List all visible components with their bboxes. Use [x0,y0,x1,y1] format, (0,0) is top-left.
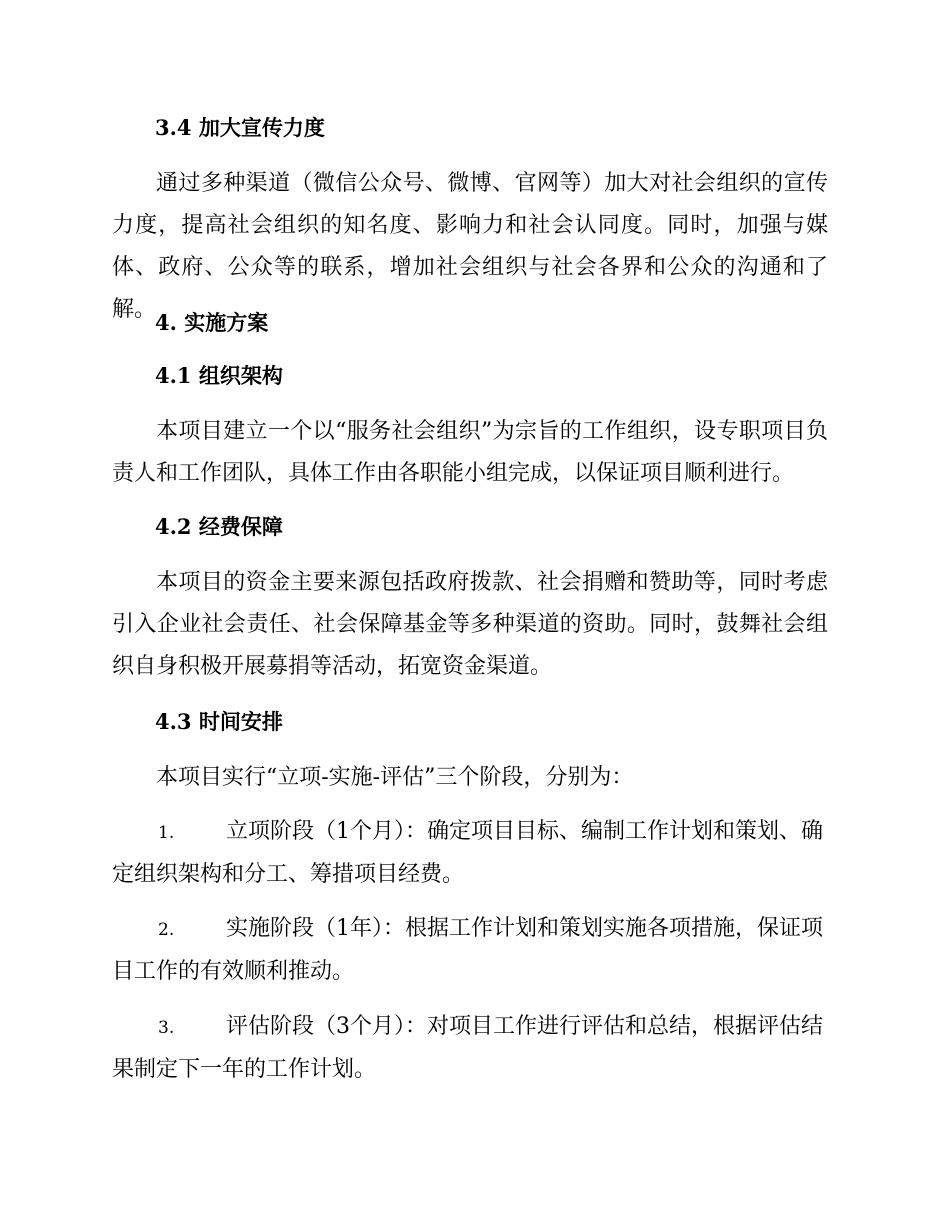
heading-4: 4. 实施方案 [155,310,269,335]
list-number: 1. [158,823,175,843]
list-number: 3. [158,1018,175,1038]
list-text: 评估阶段（3个月）：对项目工作进行评估和总结，根据评估结果制定下一年的工作计划。 [112,1014,823,1082]
paragraph-3-4: 通过多种渠道（微信公众号、微博、官网等）加大对社会组织的宣传力度，提高社会组织的知名度、影响力和社会认同度。同时，加强与媒体、政府、公众等的联系，增加社会组织与社会各界和公众的沟通和了解。 [112,171,828,322]
heading-4-1: 4.1 组织架构 [155,363,283,388]
heading-3-4: 3.4 加大宣传力度 [155,115,325,140]
list-item [112,811,828,896]
paragraph-4-1: 本项目建立一个以“服务社会组织”为宗旨的工作组织，设专职项目负责人和工作团队，具体工作由各职能小组完成，以保证项目顺利进行。 [112,419,828,486]
list-text: 立项阶段（1个月）：确定项目目标、编制工作计划和策划、确定组织架构和分工、筹措项目经费。 [112,819,823,887]
list-item [112,1006,828,1091]
list-number: 2. [158,920,175,940]
heading-4-3: 4.3 时间安排 [155,709,283,734]
paragraph-4-2: 本项目的资金主要来源包括政府拨款、社会捐赠和赞助等，同时考虑引入企业社会责任、社会保障基金等多种渠道的资助。同时，鼓舞社会组织自身积极开展募捐等活动，拓宽资金渠道。 [112,570,828,679]
paragraph-4-3: 本项目实行“立项-实施-评估”三个阶段，分别为： [156,765,634,790]
list-item [112,908,828,993]
list-text: 实施阶段（1年）：根据工作计划和策划实施各项措施，保证项目工作的有效顺利推动。 [112,916,823,984]
heading-4-2: 4.2 经费保障 [155,514,283,539]
